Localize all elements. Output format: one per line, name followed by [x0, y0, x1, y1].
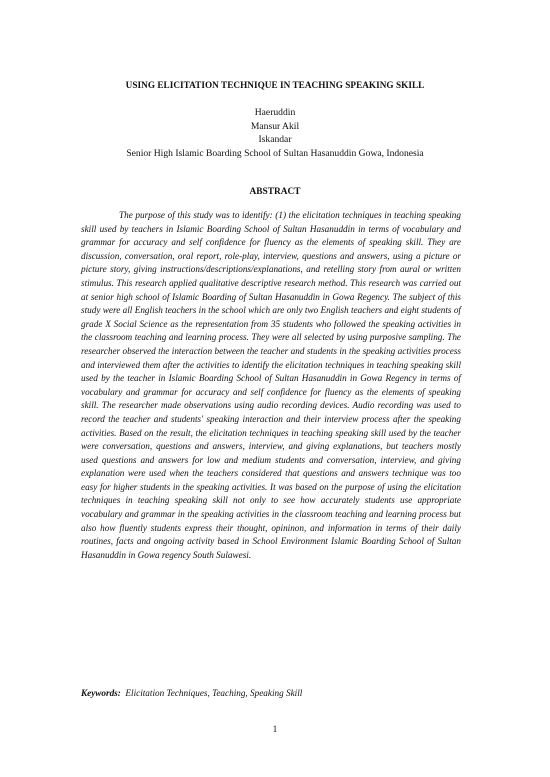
- author-name: Iskandar: [258, 134, 292, 146]
- keywords-value: Elicitation Techniques, Teaching, Speaking Skill: [125, 688, 303, 698]
- author-name: Mansur Akil: [250, 120, 300, 132]
- author-name: Haeruddin: [254, 107, 296, 118]
- author-affiliation: Senior High Islamic Boarding School of Sultan Hasanuddin Gowa, Indonesia: [126, 147, 424, 159]
- author-block: [0, 106, 550, 160]
- abstract-body: The purpose of this study was to identify: (1) the elicitation techniques in teaching speaking skill used by teachers in Islamic Boarding School of Sultan Hasanuddin in terms of vocabulary and grammar for accuracy and self confidence for fluency as the elements of speaking skill. They are discussion, conversation, oral report, role-play, interview, questions and answers, using a picture or picture story, giving instructions/descriptions/explanations, and retelling story from aural or written stimulus. This research applied qualitative descriptive research method. This research was carried out at senior high school of Islamic Boarding of Sultan Hasanuddin in Gowa Regency. The subject of this study were all English teachers in the school which are only two English teachers and eight students of grade X Social Science as the representation from 35 students who followed the speaking activities in the classroom teaching and learning process. They were all selected by using purposive sampling. The researcher observed the interaction between the teacher and students in the speaking activities process and interviewed them after the activities to identify the elicitation techniques in teaching speaking skill used by the teacher in Islamic Boarding School of Sultan Hasanuddin in Gowa Regency in terms of vocabulary and grammar for accuracy and self confidence for fluency as the elements of speaking skill. The researcher made observations using audio recording devices. Audio recording was used to record the teacher and students' speaking interaction and their interview process after the speaking activities. Based on the result, the elicitation techniques in teaching speaking skill used by the teacher were conversation, questions and answers, interview, and giving explanations, but teachers mostly used questions and answers for low and medium students and conversation, interview, and giving explanation were used when the teachers considered that questions and answers technique was too easy for higher students in the speaking activities. It was based on the purpose of using the elicitation techniques in teaching speaking skill not only to see how accurately students use appropriate vocabulary and grammar in the speaking activities in the classroom teaching and learning process but also how fluently students express their thought, opininon, and information in terms of their daily routines, facts and ongoing activity based in School Environment Islamic Boarding School of Sultan Hasanuddin in Gowa regency South Sulawesi.: [81, 210, 461, 560]
- abstract-heading: ABSTRACT: [249, 187, 301, 197]
- keywords-label: Keywords:: [81, 688, 121, 698]
- paper-title: USING ELICITATION TECHNIQUE IN TEACHING SPEAKING SKILL: [125, 80, 425, 90]
- page-number: 1: [272, 725, 278, 735]
- keywords-line: [81, 687, 461, 699]
